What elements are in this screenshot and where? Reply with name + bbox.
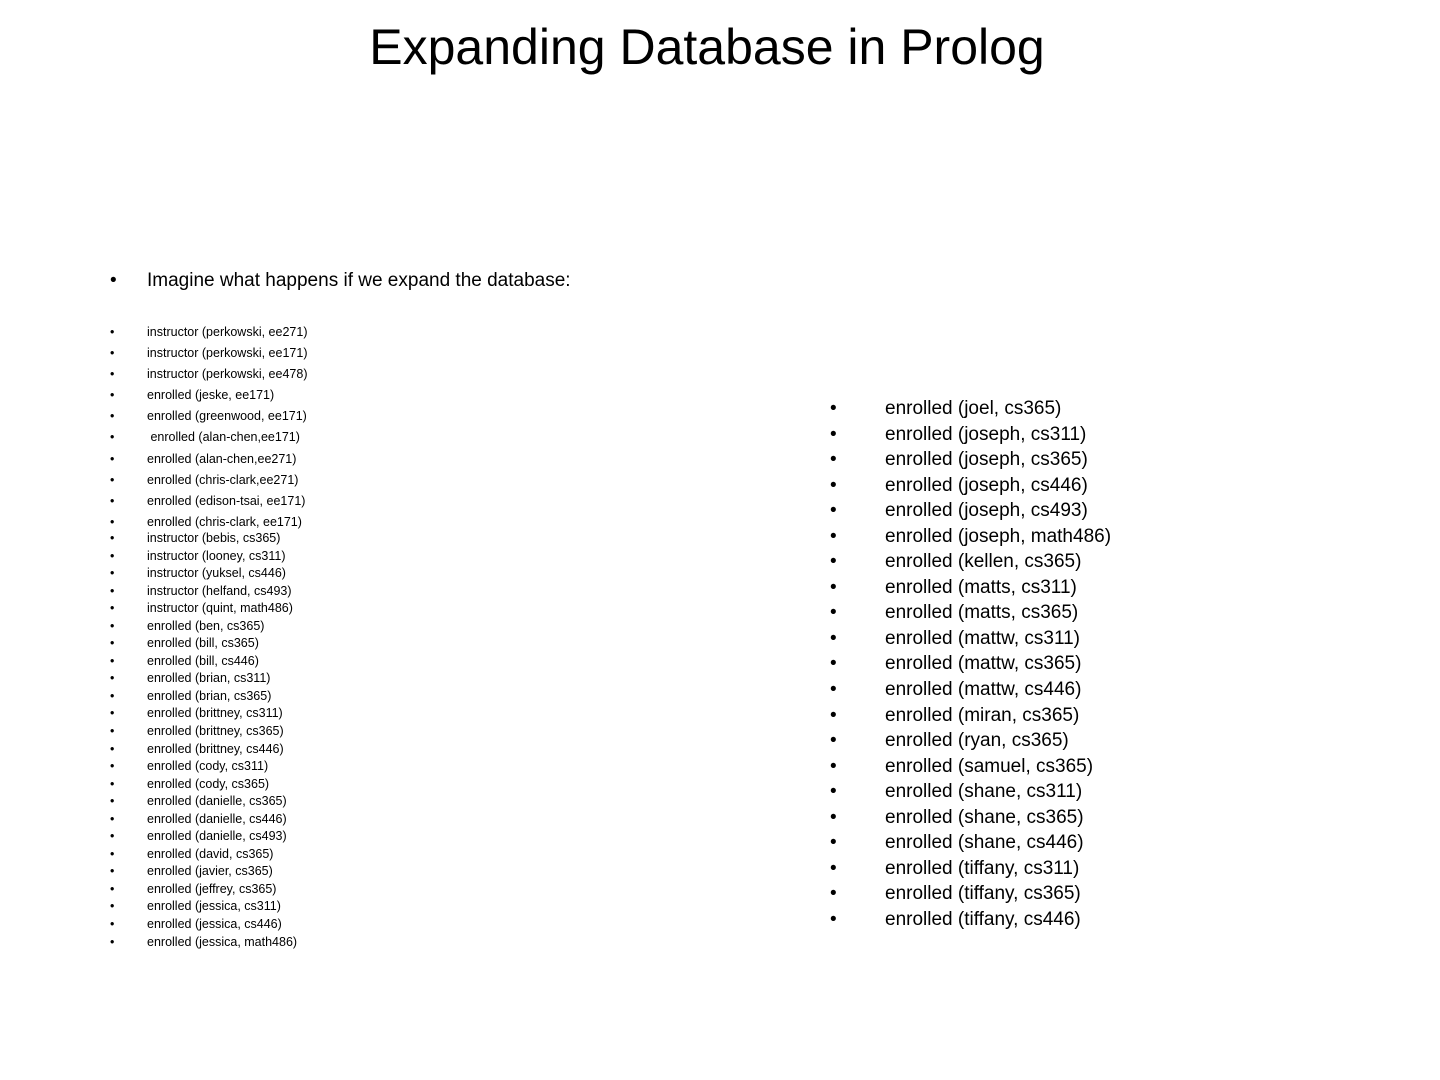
- bullet-marker: •: [830, 679, 837, 701]
- fact-text: enrolled (ryan, cs365): [885, 730, 1069, 752]
- fact-text: enrolled (alan-chen,ee171): [147, 430, 300, 445]
- fact-text: enrolled (danielle, cs446): [147, 811, 287, 826]
- fact-list-right: [830, 396, 1111, 932]
- bullet-marker: •: [110, 759, 115, 774]
- fact-text: enrolled (mattw, cs446): [885, 679, 1082, 701]
- bullet-marker: •: [830, 627, 837, 649]
- list-item: [110, 898, 297, 916]
- bullet-marker: •: [110, 829, 115, 844]
- bullet-marker: •: [830, 883, 837, 905]
- fact-text: enrolled (matts, cs311): [885, 576, 1077, 598]
- fact-text: enrolled (brian, cs365): [147, 688, 272, 703]
- bullet-marker: •: [830, 449, 837, 471]
- list-item: [830, 881, 1111, 907]
- bullet-marker: •: [110, 388, 115, 403]
- bullet-marker: •: [830, 398, 837, 419]
- list-item: [110, 811, 297, 829]
- slide-title: Expanding Database in Prolog: [369, 19, 1045, 75]
- fact-text: enrolled (brittney, cs311): [147, 706, 283, 721]
- fact-text: instructor (quint, math486): [147, 601, 293, 616]
- bullet-marker: •: [110, 724, 115, 739]
- bullet-marker: •: [830, 781, 837, 803]
- fact-text: enrolled (joel, cs365): [885, 398, 1062, 419]
- fact-text: enrolled (alan-chen,ee271): [147, 451, 297, 466]
- bullet-marker: •: [110, 881, 115, 896]
- bullet-marker: •: [110, 618, 115, 633]
- list-item: [830, 779, 1111, 805]
- bullet-marker: •: [110, 367, 115, 382]
- bullet-marker: •: [830, 730, 837, 752]
- bullet-marker: •: [110, 934, 115, 949]
- list-item: [110, 618, 297, 636]
- fact-text: enrolled (shane, cs365): [885, 806, 1084, 828]
- bullet-marker: •: [110, 430, 115, 445]
- bullet-marker: •: [830, 602, 837, 624]
- list-item: [830, 677, 1111, 703]
- fact-text: enrolled (mattw, cs311): [885, 627, 1081, 649]
- bullet-marker: •: [110, 636, 115, 651]
- fact-text: instructor (bebis, cs365): [147, 531, 281, 545]
- list-item: [110, 600, 297, 618]
- list-item: [110, 776, 297, 794]
- fact-text: enrolled (david, cs365): [147, 846, 274, 861]
- list-item: [110, 793, 297, 811]
- list-item: [830, 396, 1111, 422]
- list-item: [110, 881, 297, 899]
- fact-text: instructor (looney, cs311): [147, 548, 286, 563]
- bullet-marker: •: [110, 548, 115, 563]
- fact-text: enrolled (mattw, cs365): [885, 653, 1082, 675]
- fact-text: enrolled (edison-tsai, ee171): [147, 493, 306, 508]
- list-item: [110, 322, 307, 343]
- bullet-marker: •: [110, 741, 115, 756]
- bullet-marker: •: [830, 857, 837, 879]
- bullet-marker: •: [830, 525, 837, 547]
- list-item: [110, 385, 307, 406]
- fact-text: enrolled (tiffany, cs446): [885, 908, 1081, 930]
- list-item: [110, 653, 297, 671]
- intro-bullet: [110, 268, 571, 294]
- list-item: [110, 828, 297, 846]
- fact-list-left-bottom: [110, 530, 297, 951]
- list-item: [830, 651, 1111, 677]
- fact-text: enrolled (jeffrey, cs365): [147, 881, 277, 896]
- fact-text: enrolled (danielle, cs365): [147, 794, 287, 809]
- bullet-marker: •: [110, 917, 115, 932]
- list-item: [830, 524, 1111, 550]
- bullet-marker: •: [110, 671, 115, 686]
- list-item: [110, 723, 297, 741]
- bullet-marker: •: [110, 514, 115, 529]
- bullet-marker: •: [110, 899, 115, 914]
- list-item: [110, 427, 307, 448]
- fact-text: enrolled (shane, cs446): [885, 832, 1084, 854]
- bullet-marker: •: [110, 346, 115, 361]
- list-item: [110, 449, 307, 470]
- bullet-marker: •: [830, 423, 837, 445]
- fact-text: enrolled (greenwood, ee171): [147, 409, 307, 424]
- bullet-marker: •: [110, 451, 115, 466]
- fact-text: instructor (perkowski, ee271): [147, 325, 308, 339]
- bullet-marker: •: [830, 474, 837, 496]
- bullet-marker: •: [110, 846, 115, 861]
- list-item: [110, 670, 297, 688]
- list-item: [110, 565, 297, 583]
- fact-text: enrolled (javier, cs365): [147, 864, 273, 879]
- list-item: [830, 703, 1111, 729]
- list-item: [110, 688, 297, 706]
- fact-text: enrolled (chris-clark, ee171): [147, 514, 302, 529]
- fact-text: enrolled (bill, cs446): [147, 653, 259, 668]
- fact-text: enrolled (joseph, cs365): [885, 449, 1088, 471]
- bullet-marker: •: [830, 832, 837, 854]
- list-item: [830, 907, 1111, 933]
- bullet-marker: •: [110, 776, 115, 791]
- list-item: [110, 758, 297, 776]
- fact-text: enrolled (joseph, math486): [885, 525, 1112, 547]
- fact-text: enrolled (miran, cs365): [885, 704, 1080, 726]
- fact-text: enrolled (joseph, cs493): [885, 500, 1088, 522]
- fact-text: instructor (perkowski, ee478): [147, 367, 308, 382]
- bullet-marker: •: [110, 325, 115, 339]
- list-item: [110, 846, 297, 864]
- fact-text: enrolled (joseph, cs311): [885, 423, 1087, 445]
- bullet-marker: •: [830, 806, 837, 828]
- list-item: [110, 530, 297, 548]
- fact-text: enrolled (chris-clark,ee271): [147, 472, 299, 487]
- bullet-marker: •: [110, 409, 115, 424]
- bullet-marker: •: [110, 864, 115, 879]
- fact-text: enrolled (matts, cs365): [885, 602, 1079, 624]
- list-item: [830, 626, 1111, 652]
- fact-text: enrolled (jessica, cs311): [147, 899, 281, 914]
- list-item: [110, 583, 297, 601]
- fact-list-left-top: [110, 322, 307, 533]
- bullet-marker: •: [110, 531, 115, 545]
- fact-text: instructor (perkowski, ee171): [147, 346, 308, 361]
- list-item: [830, 575, 1111, 601]
- list-item: [830, 856, 1111, 882]
- list-item: [110, 491, 307, 512]
- bullet-marker: •: [110, 794, 115, 809]
- fact-text: enrolled (shane, cs311): [885, 781, 1083, 803]
- fact-text: instructor (yuksel, cs446): [147, 566, 286, 581]
- fact-text: enrolled (joseph, cs446): [885, 474, 1088, 496]
- list-item: [110, 364, 307, 385]
- bullet-marker: •: [110, 472, 115, 487]
- bullet-marker: •: [110, 493, 115, 508]
- list-item: [830, 422, 1111, 448]
- list-item: [830, 728, 1111, 754]
- list-item: [830, 754, 1111, 780]
- intro-text: Imagine what happens if we expand the database:: [147, 270, 571, 291]
- bullet-marker: •: [830, 500, 837, 522]
- bullet-marker: •: [830, 551, 837, 573]
- bullet-marker: •: [110, 688, 115, 703]
- bullet-marker: •: [110, 653, 115, 668]
- fact-text: enrolled (jessica, cs446): [147, 917, 282, 932]
- list-item: [830, 498, 1111, 524]
- fact-text: enrolled (danielle, cs493): [147, 829, 287, 844]
- list-item: [110, 470, 307, 491]
- fact-text: enrolled (kellen, cs365): [885, 551, 1082, 573]
- fact-text: enrolled (tiffany, cs365): [885, 883, 1081, 905]
- bullet-marker: •: [830, 576, 837, 598]
- fact-text: enrolled (brian, cs311): [147, 671, 271, 686]
- fact-text: enrolled (brittney, cs446): [147, 741, 284, 756]
- bullet-marker: •: [830, 755, 837, 777]
- list-item: [110, 635, 297, 653]
- list-item: [830, 830, 1111, 856]
- bullet-marker: •: [830, 704, 837, 726]
- fact-text: enrolled (bill, cs365): [147, 636, 259, 651]
- fact-text: enrolled (cody, cs365): [147, 776, 270, 791]
- list-item: [830, 447, 1111, 473]
- list-item: [110, 705, 297, 723]
- list-item: [110, 548, 297, 566]
- list-item: [830, 600, 1111, 626]
- list-item: [110, 406, 307, 427]
- fact-text: enrolled (jessica, math486): [147, 934, 298, 949]
- bullet-marker: •: [110, 706, 115, 721]
- list-item: [110, 934, 297, 952]
- bullet-marker: •: [110, 601, 115, 616]
- list-item: [830, 473, 1111, 499]
- list-item: [830, 549, 1111, 575]
- fact-text: enrolled (tiffany, cs311): [885, 857, 1080, 879]
- fact-text: enrolled (ben, cs365): [147, 618, 265, 633]
- list-item: [110, 916, 297, 934]
- fact-text: enrolled (samuel, cs365): [885, 755, 1094, 777]
- list-item: [110, 741, 297, 759]
- bullet-marker: •: [110, 583, 115, 598]
- bullet-marker: •: [110, 270, 117, 291]
- bullet-marker: •: [830, 653, 837, 675]
- list-item: [110, 343, 307, 364]
- list-item: [110, 863, 297, 881]
- bullet-marker: •: [110, 566, 115, 581]
- fact-text: instructor (helfand, cs493): [147, 583, 292, 598]
- list-item: [830, 805, 1111, 831]
- bullet-marker: •: [110, 811, 115, 826]
- bullet-marker: •: [830, 908, 837, 930]
- fact-text: enrolled (jeske, ee171): [147, 388, 275, 403]
- fact-text: enrolled (brittney, cs365): [147, 724, 284, 739]
- fact-text: enrolled (cody, cs311): [147, 759, 269, 774]
